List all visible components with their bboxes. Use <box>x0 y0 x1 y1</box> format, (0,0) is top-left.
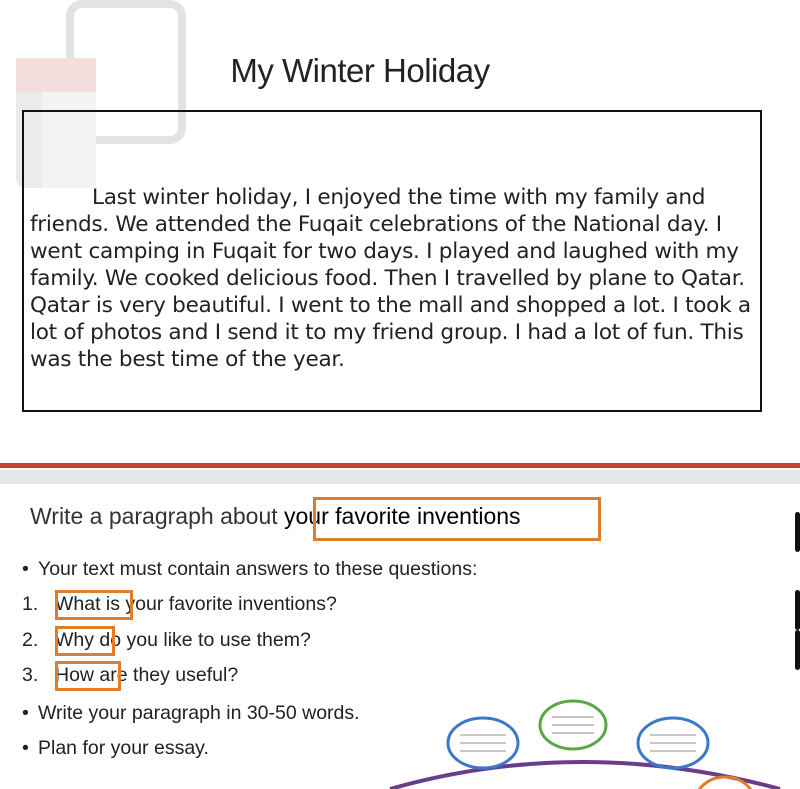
question-lead: What is <box>55 593 121 615</box>
story-paragraph <box>30 184 760 373</box>
story-line: and friends. We attended the Fuqait celebrations of the <box>30 185 706 237</box>
question-1: 1. What is your favorite inventions? <box>22 593 337 615</box>
instruction-bullet: • Plan for your essay. <box>22 737 209 759</box>
highlight-box-topic <box>313 497 601 541</box>
story-line: National day. I went camping in Fuqait for two days. I played <box>30 212 722 264</box>
story-line: of the year. <box>225 347 345 372</box>
highlight-box-why <box>55 626 115 656</box>
mind-map-illustration <box>380 695 800 789</box>
edge-mark <box>795 590 800 630</box>
section-divider <box>0 463 800 468</box>
prompt-prefix: Write a paragraph about <box>30 503 285 529</box>
highlight-box-what <box>55 590 133 620</box>
edge-mark <box>795 630 800 670</box>
question-lead: How <box>55 664 95 686</box>
edge-mark <box>795 512 800 552</box>
story-line: the mall and shopped a lot. I took a lot of photos and I send it <box>30 293 751 345</box>
question-lead: Why <box>55 629 94 651</box>
story-line: and laughed with my family. We cooked delicious food. Then I <box>30 239 739 291</box>
story-line: to my friend group. I had a lot of fun. This was the best time <box>30 320 744 372</box>
highlight-box-how <box>55 661 121 691</box>
question-3: 3. How are they useful? <box>22 664 239 686</box>
worksheet-title: My Winter Holiday <box>230 52 490 89</box>
torn-paper-edge <box>0 470 800 484</box>
prompt-highlight: your favorite inventions <box>284 503 521 529</box>
story-box <box>22 110 762 412</box>
question-2: 2. Why do you like to use them? <box>22 629 311 651</box>
story-line: Last winter holiday, I enjoyed the time with my family <box>92 185 659 210</box>
story-line: travelled by plane to Qatar. Qatar is very beautiful. I went to <box>30 266 745 318</box>
instruction-bullet: • Your text must contain answers to these questions: <box>22 558 478 580</box>
instruction-bullet: • Write your paragraph in 30-50 words. <box>22 702 360 724</box>
